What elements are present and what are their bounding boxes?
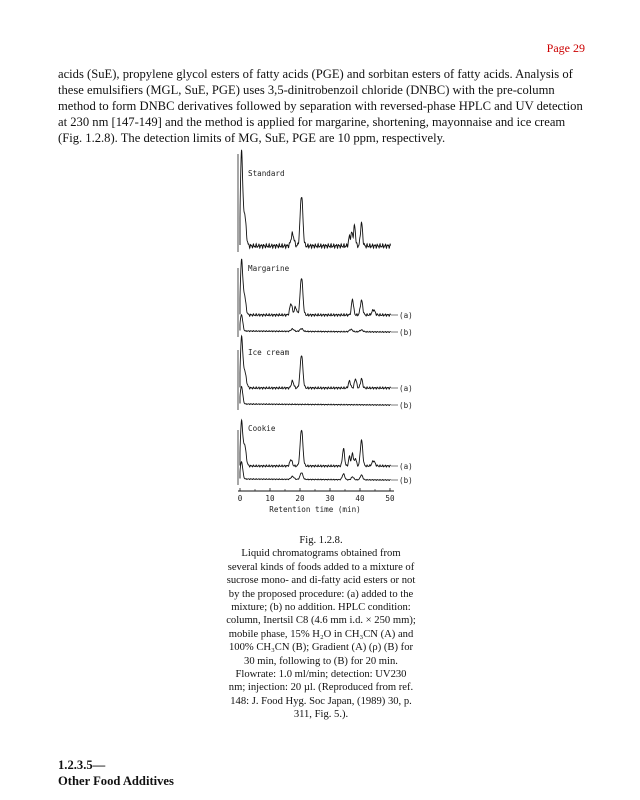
x-tick-label: 50 <box>385 494 395 503</box>
chromatogram-trace <box>240 150 391 248</box>
series-label: (a) <box>399 384 413 393</box>
chromatogram-panel <box>238 336 413 410</box>
panel-label: Cookie <box>248 424 276 433</box>
panel-label: Standard <box>248 169 285 178</box>
chromatogram-trace <box>240 315 391 333</box>
section-title: Other Food Additives <box>58 774 174 788</box>
section-heading <box>58 757 174 789</box>
x-tick-label: 30 <box>325 494 335 503</box>
figure-caption-title: Fig. 1.2.8. <box>299 535 343 546</box>
chromatogram-figure <box>226 148 416 520</box>
series-label: (b) <box>399 401 413 410</box>
chromatogram-trace <box>240 336 391 389</box>
figure-caption <box>226 534 416 722</box>
x-tick-label: 10 <box>265 494 275 503</box>
panel-label: Ice cream <box>248 348 290 357</box>
series-label: (b) <box>399 476 413 485</box>
chromatogram-panel <box>238 259 413 337</box>
x-tick-label: 0 <box>237 494 243 503</box>
chromatogram-panel <box>238 150 391 252</box>
figure-caption-body: Liquid chromatograms obtained from several kinds of foods added to a mixture of sucrose mono- and di-fatty acid esters or not by the proposed procedure: (a) added to the mixture; (b) no addition. HPLC condition: column, Inertsil C8 (4.6 mm i.d. × 250 mm); mobile phase, 15% H₂O in CH₃CN (A) and 100% CH₃CN (B); Gradient (A) (ρ) (B) for 30 min, following to (B) for 20 min. Flowrate: 1.0 ml/min; detection: UV230 nm; injection: 20 µl. (Reproduced from ref. 148: J. Food Hyg. Soc Japan, (1989) 30, p. 311, Fig. 5.). <box>226 548 416 721</box>
page-number: Page 29 <box>546 41 585 55</box>
series-label: (a) <box>399 311 413 320</box>
series-label: (b) <box>399 328 413 337</box>
panel-label: Margarine <box>248 264 290 273</box>
x-axis-title: Retention time (min) <box>269 505 361 514</box>
section-number: 1.2.3.5— <box>58 758 106 772</box>
x-tick-label: 40 <box>355 494 365 503</box>
x-tick-label: 20 <box>295 494 305 503</box>
chromatogram-panel <box>238 420 413 485</box>
chromatogram-chart <box>226 148 416 520</box>
chromatogram-trace <box>240 462 391 481</box>
intro-paragraph: acids (SuE), propylene glycol esters of fatty acids (PGE) and sorbitan esters of fatty acids. Analysis of these emulsifiers (MGL, SuE, PGE) uses 3,5-dinitrobenzoil chloride (DNBC) with the pre-column method to form DNBC derivatives followed by separation with reversed-phase HPLC and UV detection at 230 nm [147-149] and the method is applied for margarine, shortening, mayonnaise and ice cream (Fig. 1.2.8). The detection limits of MG, SuE, PGE are 10 ppm, respectively. <box>58 67 583 145</box>
series-label: (a) <box>399 462 413 471</box>
